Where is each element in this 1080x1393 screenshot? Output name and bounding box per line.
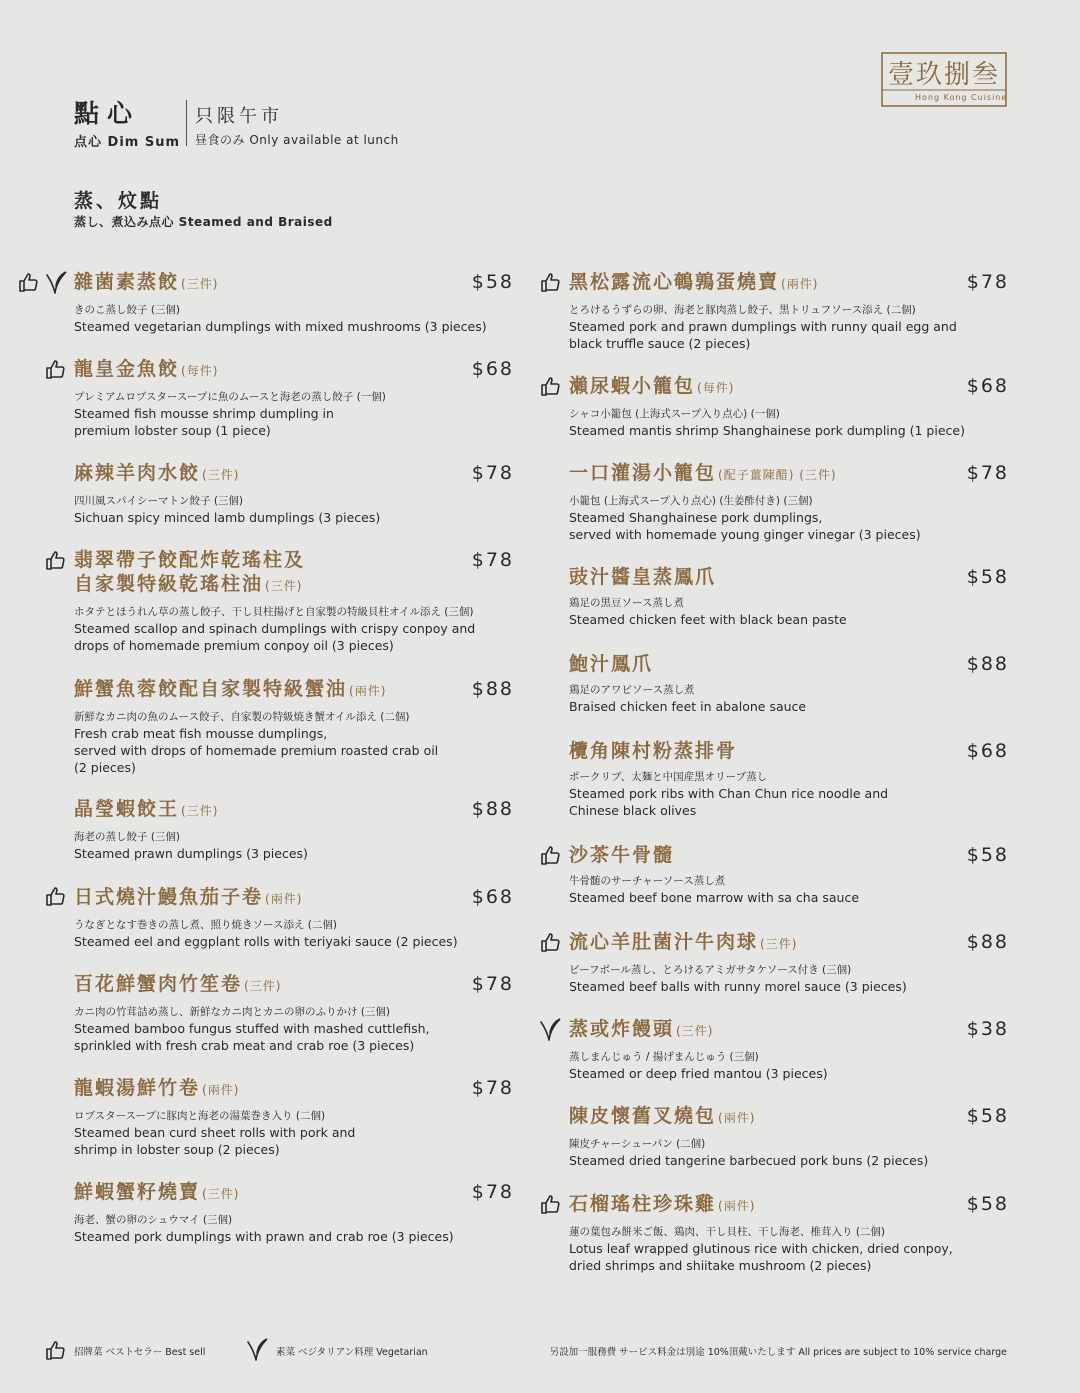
menu-item	[569, 1104, 1009, 1169]
item-price: $88	[471, 678, 514, 700]
menu-item	[569, 1017, 1009, 1082]
menu-item	[569, 930, 1009, 995]
menu-item	[74, 270, 514, 335]
item-en: Sichuan spicy minced lamb dumplings (3 pieces)	[74, 510, 381, 525]
item-name: 陳皮懷舊叉燒包	[569, 1105, 717, 1127]
item-en: Steamed beef balls with runny morel sauce (3 pieces)	[569, 979, 907, 994]
item-jp: ビーフボール蒸し、とろけるアミガサタケソース付き (三個)	[569, 964, 852, 976]
item-name: 蒸或炸饅頭	[569, 1018, 675, 1040]
item-en: (2 pieces)	[74, 760, 136, 775]
lunch-note: 昼食のみ Only available at lunch	[195, 133, 399, 147]
item-price: $88	[471, 798, 514, 820]
item-name: 鮮蟹魚蓉餃配自家製特級蟹油	[74, 678, 348, 700]
item-jp: シャコ小籠包 (上海式スープ入り点心) (一個)	[569, 408, 780, 420]
page-subtitle: 点心 Dim Sum	[74, 135, 181, 150]
item-price: $38	[966, 1018, 1009, 1040]
item-price: $68	[966, 375, 1009, 397]
item-qty: (三件)	[265, 579, 303, 593]
item-name: 龍蝦湯鮮竹卷	[74, 1077, 201, 1099]
logo-zh: 壹玖捌叁	[887, 60, 1001, 90]
item-jp: 四川風スパイシーマトン餃子 (三個)	[74, 495, 244, 507]
item-name: 雜菌素蒸餃	[74, 271, 180, 293]
item-qty: (每件)	[697, 381, 735, 395]
item-en: Steamed pork ribs with Chan Chun rice noodle and	[569, 786, 889, 801]
item-en: Steamed chicken feet with black bean paste	[569, 612, 847, 627]
item-name: 翡翠帶子餃配炸乾瑤柱及	[74, 549, 306, 571]
item-price: $78	[471, 1181, 514, 1203]
menu-item	[74, 548, 514, 654]
item-price: $78	[471, 1077, 514, 1099]
item-en: Steamed or deep fried mantou (3 pieces)	[569, 1066, 828, 1081]
item-price: $78	[966, 271, 1009, 293]
item-name: 欖角陳村粉蒸排骨	[569, 740, 738, 762]
item-en: Steamed fish mousse shrimp dumpling in	[74, 406, 334, 421]
thumbs-up-icon	[45, 358, 67, 380]
item-price: $78	[471, 549, 514, 571]
item-qty: (兩件)	[781, 277, 819, 291]
menu-item	[569, 739, 1009, 819]
item-qty: (配子薑陳醋) (三件)	[718, 468, 837, 482]
item-qty: (每件)	[181, 364, 219, 378]
item-price: $68	[471, 886, 514, 908]
item-qty: (兩件)	[265, 892, 303, 906]
item-en: Steamed pork dumplings with prawn and crab roe (3 pieces)	[74, 1229, 454, 1244]
item-name: 黑松露流心鵪鶉蛋燒賣	[569, 271, 780, 293]
item-jp: 小籠包 (上海式スープ入り点心) (生姜酢付き) (三個)	[569, 495, 813, 507]
item-name: 鮑汁鳳爪	[569, 653, 654, 675]
item-en: Chinese black olives	[569, 803, 697, 818]
item-en: Braised chicken feet in abalone sauce	[569, 699, 807, 714]
menu-item	[569, 652, 1009, 715]
item-name: 石榴瑤柱珍珠雞	[569, 1193, 717, 1215]
item-name: 麻辣羊肉水餃	[74, 462, 201, 484]
thumbs-up-icon	[45, 549, 67, 571]
item-name: 日式燒汁鰻魚茄子卷	[74, 886, 264, 908]
header-divider	[186, 100, 187, 146]
item-jp: 新鮮なカニ肉の魚のムース餃子、自家製の特級焼き蟹オイル添え (二個)	[74, 711, 410, 723]
item-jp: 鶏足のアワビソース蒸し煮	[569, 684, 695, 696]
item-name: 一口灌湯小籠包	[569, 462, 717, 484]
item-jp: ホタテとほうれん草の蒸し餃子、干し貝柱揚げと自家製の特級貝柱オイル添え (三個)	[74, 606, 474, 618]
lunch-note-zh: 只限午市	[195, 106, 283, 127]
menu-item	[74, 885, 514, 950]
item-qty: (三件)	[202, 1187, 240, 1201]
item-price: $68	[471, 358, 514, 380]
item-jp: プレミアムロブスタースープに魚のムースと海老の蒸し餃子 (一個)	[74, 391, 386, 403]
item-en: Steamed pork and prawn dumplings with runny quail egg and	[569, 319, 957, 334]
menu-item	[74, 357, 514, 439]
item-qty: (兩件)	[718, 1199, 756, 1213]
item-name: 豉汁醬皇蒸鳳爪	[569, 566, 717, 588]
item-price: $88	[966, 931, 1009, 953]
thumbs-up-icon	[540, 375, 562, 397]
leaf-icon	[46, 270, 68, 294]
item-en: premium lobster soup (1 piece)	[74, 423, 271, 438]
item-qty: (三件)	[760, 937, 798, 951]
thumbs-up-icon	[540, 271, 562, 293]
item-qty: (兩件)	[202, 1083, 240, 1097]
logo-en: Hong Kong Cuisine	[915, 93, 1008, 102]
menu-item	[74, 972, 514, 1054]
item-jp: 牛骨髄のサーチャーソース蒸し煮	[569, 875, 726, 887]
menu-item	[74, 677, 514, 776]
item-name: 流心羊肚菌汁牛肉球	[569, 931, 759, 953]
item-en: Steamed mantis shrimp Shanghainese pork dumpling (1 piece)	[569, 423, 965, 438]
item-price: $58	[966, 1193, 1009, 1215]
item-en: black truffle sauce (2 pieces)	[569, 336, 751, 351]
item-en: Steamed eel and eggplant rolls with teriyaki sauce (2 pieces)	[74, 934, 458, 949]
page-title: 點心	[74, 99, 141, 128]
legend-vegetarian: 素菜 ベジタリアン料理 Vegetarian	[276, 1347, 428, 1358]
item-price: $68	[966, 740, 1009, 762]
thumbs-up-icon	[540, 1193, 562, 1215]
item-jp: 陳皮チャーシューパン (二個)	[569, 1138, 706, 1150]
item-price: $58	[966, 1105, 1009, 1127]
menu-item	[74, 1076, 514, 1158]
thumbs-up-icon	[18, 271, 40, 293]
item-name: 瀨尿蝦小籠包	[569, 375, 696, 397]
thumbs-up-icon	[540, 931, 562, 953]
item-jp: カニ肉の竹茸詰め蒸し、新鮮なカニ肉とカニの卵のふりかけ (三個)	[74, 1006, 391, 1018]
item-en: Steamed beef bone marrow with sa cha sauce	[569, 890, 860, 905]
menu-item	[74, 461, 514, 526]
item-name: 龍皇金魚餃	[74, 358, 180, 380]
item-en: Fresh crab meat fish mousse dumplings,	[74, 726, 328, 741]
item-jp: とろけるうずらの卵、海老と豚肉蒸し餃子、黒トリュフソース添え (二個)	[569, 304, 916, 316]
menu-item	[569, 270, 1009, 352]
item-qty: (三件)	[202, 468, 240, 482]
item-en: Steamed Shanghainese pork dumplings,	[569, 510, 823, 525]
item-name: 沙茶牛骨髓	[569, 844, 675, 866]
item-jp: 蒸しまんじゅう / 揚げまんじゅう (三個)	[569, 1051, 759, 1063]
item-en: drops of homemade premium conpoy oil (3 pieces)	[74, 638, 394, 653]
item-jp: ロブスタースープに豚肉と海老の湯葉巻き入り (二個)	[74, 1110, 326, 1122]
item-jp: 海老、蟹の卵のシュウマイ (三個)	[74, 1214, 233, 1226]
menu-item	[569, 461, 1009, 543]
leaf-icon	[540, 1017, 562, 1041]
item-price: $78	[471, 462, 514, 484]
thumbs-up-icon	[540, 844, 562, 866]
item-price: $78	[471, 973, 514, 995]
item-qty: (三件)	[181, 277, 219, 291]
item-price: $88	[966, 653, 1009, 675]
item-en: served with homemade young ginger vinegar (3 pieces)	[569, 527, 921, 542]
section-subtitle: 蒸し、煮込み点心 Steamed and Braised	[74, 215, 333, 229]
item-jp: 海老の蒸し餃子 (三個)	[74, 831, 181, 843]
item-en: shrimp in lobster soup (2 pieces)	[74, 1142, 280, 1157]
thumbs-up-icon	[45, 885, 67, 907]
item-jp: ポークリブ、太麺と中国産黒オリーブ蒸し	[569, 771, 768, 783]
item-en: Steamed dried tangerine barbecued pork buns (2 pieces)	[569, 1153, 929, 1168]
item-qty: (三件)	[676, 1024, 714, 1038]
menu-item	[569, 374, 1009, 439]
menu-item	[569, 1192, 1009, 1274]
item-jp: 鶏足の黒豆ソース蒸し煮	[569, 597, 684, 609]
item-qty: (三件)	[244, 979, 282, 993]
item-qty: (兩件)	[349, 684, 387, 698]
item-en: Steamed bamboo fungus stuffed with mashed cuttlefish,	[74, 1021, 430, 1036]
item-price: $58	[966, 844, 1009, 866]
item-en: dried shrimps and shiitake mushroom (2 pieces)	[569, 1258, 872, 1273]
thumbs-up-icon	[45, 1339, 67, 1361]
item-en: Steamed prawn dumplings (3 pieces)	[74, 846, 308, 861]
item-name: 晶瑩蝦餃王	[74, 798, 180, 820]
item-price: $78	[966, 462, 1009, 484]
item-en: Steamed vegetarian dumplings with mixed mushrooms (3 pieces)	[74, 319, 487, 334]
service-charge-note: 另設加一服務費 サービス料金は別途 10%頂戴いたします All prices are subject to 10% service charge	[549, 1347, 1007, 1358]
menu-item	[569, 843, 1009, 906]
item-price: $58	[966, 566, 1009, 588]
item-en: Steamed scallop and spinach dumplings with crispy conpoy and	[74, 621, 476, 636]
item-jp: うなぎとなす巻きの蒸し煮、照り焼きソース添え (二個)	[74, 919, 338, 931]
item-qty: (兩件)	[718, 1111, 756, 1125]
item-name: 百花鮮蟹肉竹笙卷	[74, 973, 243, 995]
item-en: Lotus leaf wrapped glutinous rice with chicken, dried conpoy,	[569, 1241, 953, 1256]
menu-item	[74, 1180, 514, 1245]
item-en: Steamed bean curd sheet rolls with pork and	[74, 1125, 356, 1140]
leaf-icon	[247, 1337, 269, 1361]
legend-best-sell: 招牌菜 ベストセラー Best sell	[74, 1347, 206, 1358]
item-en: served with drops of homemade premium roasted crab oil	[74, 743, 439, 758]
item-name: 鮮蝦蟹籽燒賣	[74, 1181, 201, 1203]
item-jp: きのこ蒸し餃子 (三個)	[74, 304, 181, 316]
menu-item	[74, 797, 514, 862]
menu-item	[569, 565, 1009, 628]
section-title: 蒸、炆點	[74, 190, 163, 212]
item-jp: 蓮の葉包み餅米ご飯、鶏肉、干し貝柱、干し海老、椎茸入り (二個)	[569, 1226, 886, 1238]
item-qty: (三件)	[181, 804, 219, 818]
item-en: sprinkled with fresh crab meat and crab roe (3 pieces)	[74, 1038, 415, 1053]
item-price: $58	[471, 271, 514, 293]
item-name-line2: 自家製特級乾瑤柱油	[74, 573, 264, 595]
